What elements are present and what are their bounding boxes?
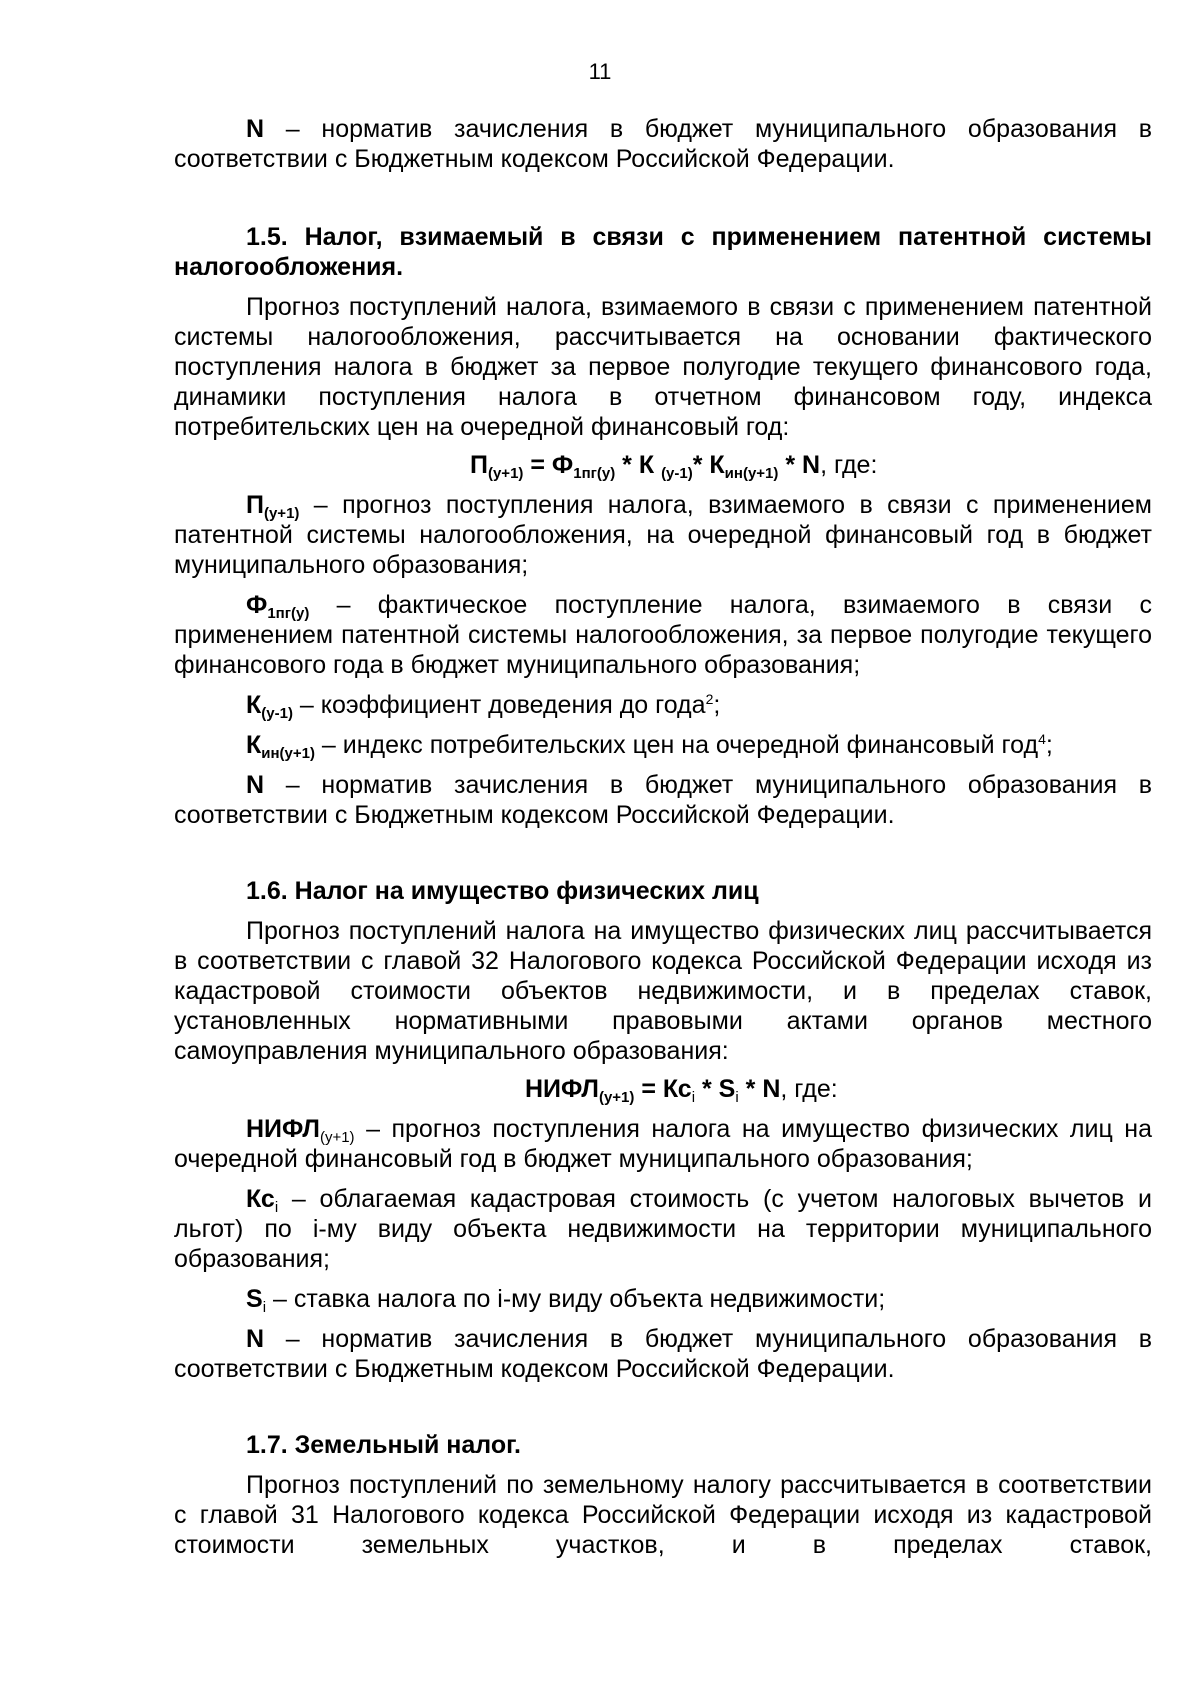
symbol: $Ф_{1пг(у)}$ bbox=[246, 591, 310, 622]
definition-kin: $К_{ин(у+1)}$ – индекс потребительских цен на очередной финансовый год$^4$; bbox=[246, 731, 1053, 762]
definition-text: – коэффициент доведения до года bbox=[292, 691, 706, 719]
section-heading-1-5: 1.5. Налог, взимаемый в связи с применением патентной системы налогообложения. bbox=[174, 223, 1152, 281]
symbol: $П_{(у+1)}$ bbox=[246, 491, 300, 522]
page-number: 11 bbox=[588, 59, 612, 84]
symbol: $S_i$ bbox=[246, 1285, 267, 1316]
symbol: N bbox=[246, 1325, 265, 1353]
definition-n-prev bbox=[174, 114, 1152, 174]
section-intro-1-5: Прогноз поступлений налога, взимаемого в связи с применением патентной системы налогообложения, рассчитывается на основании фактического поступления налога в бюджет за первое полугодие текущего финансового года, динамики поступления налога в отчетном финансовом году, индекса потребительских цен на очередной финансовый год: bbox=[174, 293, 1152, 441]
section-heading-1-7: 1.7. Земельный налог. bbox=[246, 1431, 521, 1459]
definition-n-2 bbox=[174, 1324, 1152, 1384]
symbol: N bbox=[246, 115, 265, 143]
section-intro-1-7: Прогноз поступлений по земельному налогу рассчитывается в соответствии с главой 31 Налогового кодекса Российской Федерации исходя из кадастровой стоимости земельных участков, и в пределах ставок, bbox=[174, 1471, 1152, 1559]
formula-property-tax: $НИФЛ_{(у+1)} = Кс_i * S_i * N$, где: bbox=[525, 1075, 838, 1106]
document-body bbox=[174, 114, 1152, 1560]
symbol: N bbox=[246, 771, 265, 799]
definition-n bbox=[174, 770, 1152, 830]
definition-text: – норматив зачисления в бюджет муниципального образования в соответствии с Бюджетным кодексом Российской Федерации. bbox=[174, 771, 1152, 829]
definition-text: – ставка налога по i-му виду объекта недвижимости; bbox=[266, 1285, 886, 1313]
definition-text: – прогноз поступления налога на имущество физических лиц на очередной финансовый год в бюджет муниципального образования; bbox=[174, 1115, 1152, 1173]
definition-text: – индекс потребительских цен на очередной финансовый год bbox=[314, 731, 1039, 759]
definition-text: – прогноз поступления налога, взимаемого в связи с применением патентной системы налогообложения, на очередной финансовый год в бюджет муниципального образования; bbox=[174, 491, 1152, 579]
definition-p bbox=[174, 490, 1152, 580]
definition-k: $К_{(у-1)}$ – коэффициент доведения до года$^2$; bbox=[246, 691, 721, 722]
definition-text: – фактическое поступление налога, взимаемого в связи с применением патентной системы налогообложения, за первое полугодие текущего финансового года в бюджет муниципального образования; bbox=[174, 591, 1152, 679]
symbol: $К_{ин(у+1)}$ bbox=[246, 731, 315, 762]
definition-text: – норматив зачисления в бюджет муниципального образования в соответствии с Бюджетным кодексом Российской Федерации. bbox=[174, 115, 1152, 173]
definition-nifl bbox=[174, 1114, 1152, 1174]
symbol: $Кс_i$ bbox=[246, 1185, 279, 1216]
section-heading-1-6: 1.6. Налог на имущество физических лиц bbox=[246, 877, 759, 905]
definition-text: – норматив зачисления в бюджет муниципального образования в соответствии с Бюджетным кодексом Российской Федерации. bbox=[174, 1325, 1152, 1383]
symbol: $К_{(у-1)}$ bbox=[246, 691, 293, 722]
symbol: $НИФЛ_{(у+1)}$ bbox=[246, 1115, 355, 1146]
section-intro-1-6: Прогноз поступлений налога на имущество физических лиц рассчитывается в соответствии с главой 32 Налогового кодекса Российской Федерации исходя из кадастровой стоимости объектов недвижимости, и в пределах ставок, установленных нормативными правовыми актами органов местного самоуправления муниципального образования: bbox=[174, 917, 1152, 1065]
definition-s bbox=[174, 1284, 1152, 1314]
footnote-ref: 2 bbox=[705, 691, 714, 707]
definition-f bbox=[174, 590, 1152, 680]
definition-text: – облагаемая кадастровая стоимость (с учетом налоговых вычетов и льгот) по i-му виду объекта недвижимости на территории муниципального образования; bbox=[174, 1185, 1152, 1273]
formula-patent-tax: $П_{(у+1)} = Ф_{1пг(у)} * К$ $_{(у-1)}$* $К_{ин(у+1)}$ * N, где: bbox=[470, 451, 878, 482]
definition-kc bbox=[174, 1184, 1152, 1274]
footnote-ref: 4 bbox=[1038, 731, 1046, 747]
